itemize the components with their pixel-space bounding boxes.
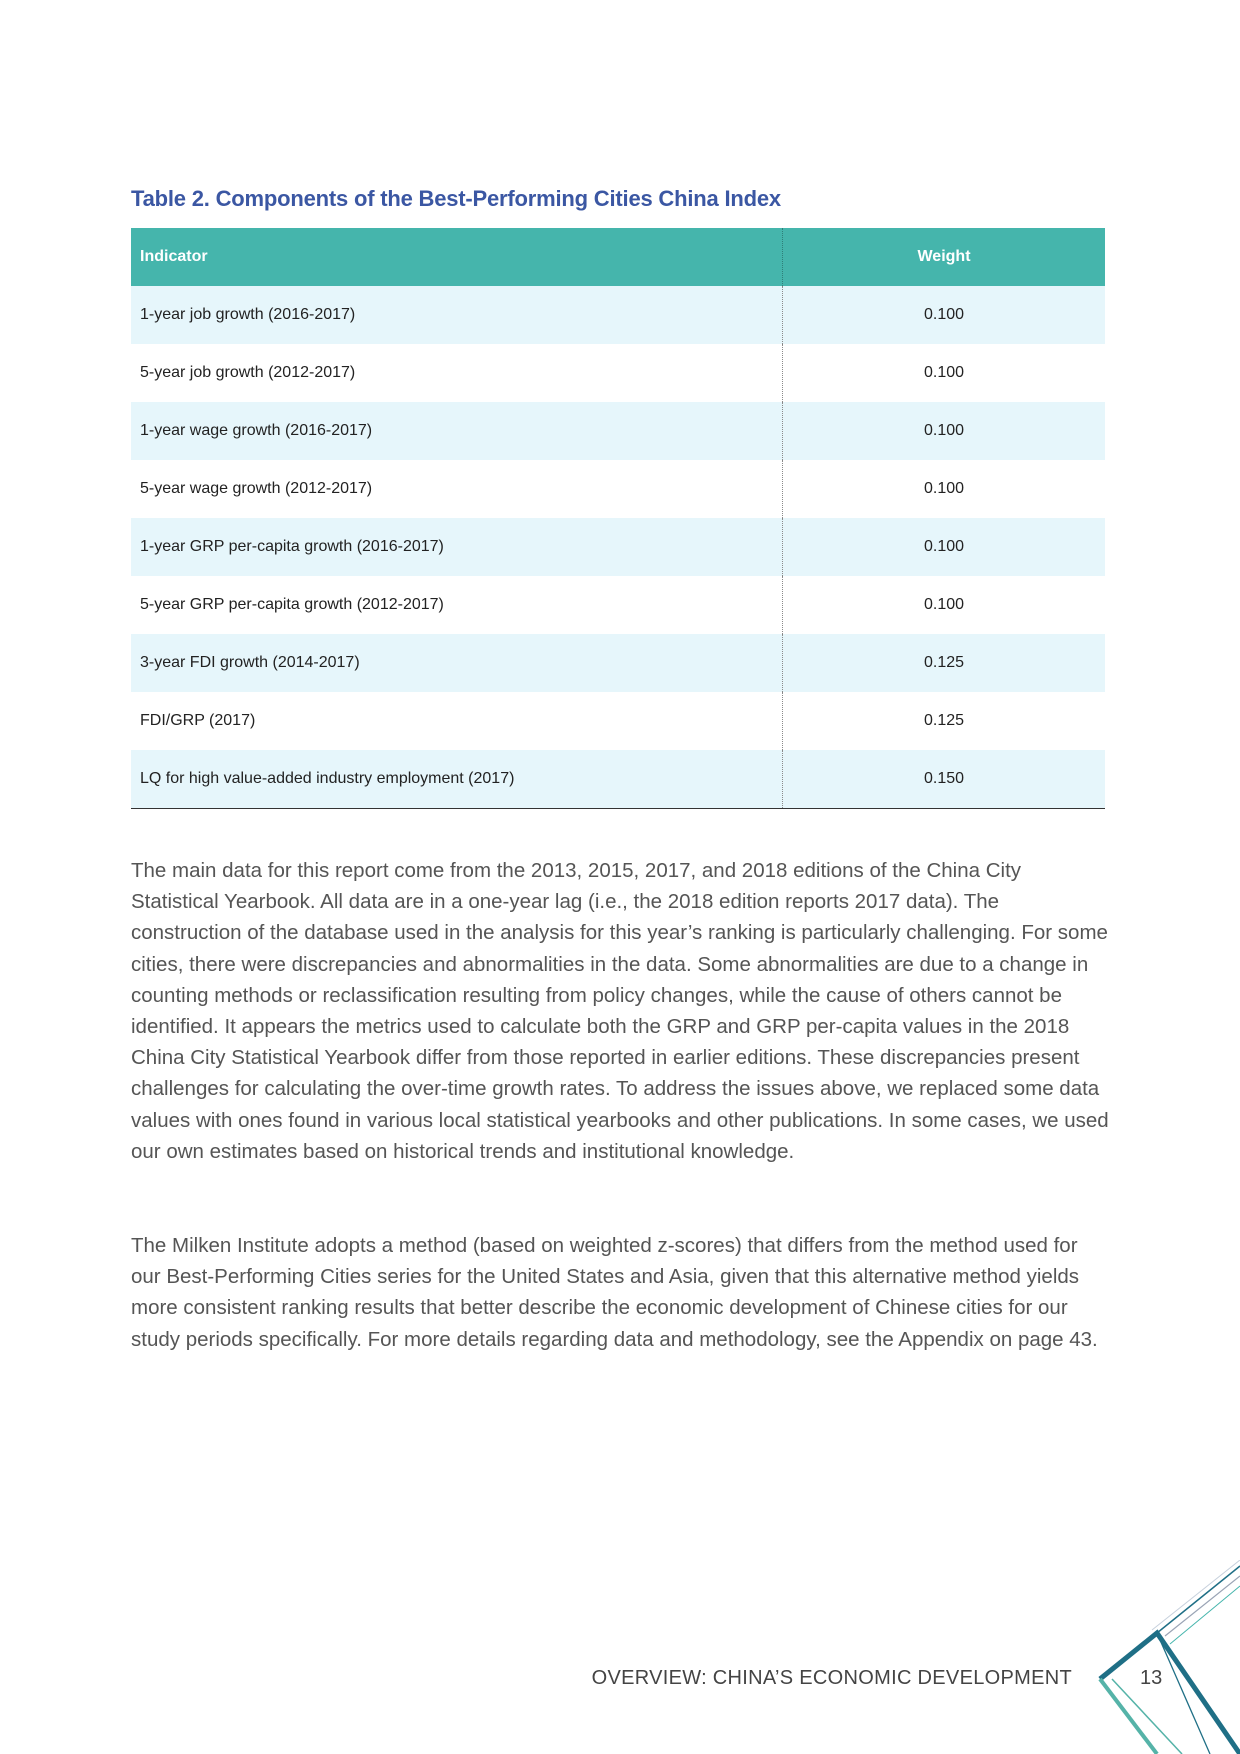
- weight-cell: 0.100: [783, 576, 1106, 634]
- components-table: [131, 228, 1105, 809]
- table-row: [131, 460, 1105, 518]
- table-row: [131, 344, 1105, 402]
- table-row: [131, 576, 1105, 634]
- weight-cell: 0.100: [783, 460, 1106, 518]
- indicator-cell: 1-year wage growth (2016-2017): [131, 402, 783, 460]
- indicator-cell: 5-year job growth (2012-2017): [131, 344, 783, 402]
- weight-cell: 0.125: [783, 634, 1106, 692]
- indicator-cell: FDI/GRP (2017): [131, 692, 783, 750]
- table-row: [131, 286, 1105, 344]
- weight-cell: 0.100: [783, 518, 1106, 576]
- indicator-cell: 1-year job growth (2016-2017): [131, 286, 783, 344]
- body-paragraph-methodology: The Milken Institute adopts a method (based on weighted z-scores) that differs from the method used for our Best-Performing Cities series for the United States and Asia, given that this alternative method yields more consistent ranking results that better describe the economic development of Chinese cities for our study periods specifically. For more details regarding data and methodology, see the Appendix on page 43.: [131, 1234, 1098, 1351]
- weight-cell: 0.150: [783, 750, 1106, 809]
- table-title: Table 2. Components of the Best-Performing Cities China Index: [131, 186, 781, 211]
- table-row: [131, 518, 1105, 576]
- header-weight: Weight: [783, 228, 1106, 286]
- footer-section-title: OVERVIEW: CHINA’S ECONOMIC DEVELOPMENT: [591, 1667, 1072, 1689]
- indicator-cell: 5-year GRP per-capita growth (2012-2017): [131, 576, 783, 634]
- weight-cell: 0.100: [783, 402, 1106, 460]
- indicator-cell: 3-year FDI growth (2014-2017): [131, 634, 783, 692]
- page-number: 13: [1140, 1667, 1163, 1689]
- table-header-row: [131, 228, 1105, 286]
- indicator-cell: LQ for high value-added industry employment (2017): [131, 750, 783, 809]
- indicator-cell: 5-year wage growth (2012-2017): [131, 460, 783, 518]
- table-row: [131, 692, 1105, 750]
- table-row: [131, 634, 1105, 692]
- header-indicator: Indicator: [131, 228, 783, 286]
- corner-decoration-graphic: [1090, 1560, 1240, 1754]
- weight-cell: 0.100: [783, 286, 1106, 344]
- indicator-cell: 1-year GRP per-capita growth (2016-2017): [131, 518, 783, 576]
- table-row: [131, 402, 1105, 460]
- body-paragraph-data-sources: The main data for this report come from the 2013, 2015, 2017, and 2018 editions of the China City Statistical Yearbook. All data are in a one-year lag (i.e., the 2018 edition reports 2017 data). The construction of the database used in the analysis for this year’s ranking is particularly challenging. For some cities, there were discrepancies and abnormalities in the data. Some abnormalities are due to a change in counting methods or reclassification resulting from policy changes, while the cause of others cannot be identified. It appears the metrics used to calculate both the GRP and GRP per-capita values in the 2018 China City Statistical Yearbook differ from those reported in earlier editions. These discrepancies present challenges for calculating the over-time growth rates. To address the issues above, we replaced some data values with ones found in various local statistical yearbooks and other publications. In some cases, we used our own estimates based on historical trends and institutional knowledge.: [131, 859, 1109, 1163]
- weight-cell: 0.125: [783, 692, 1106, 750]
- weight-cell: 0.100: [783, 344, 1106, 402]
- table-row: [131, 750, 1105, 809]
